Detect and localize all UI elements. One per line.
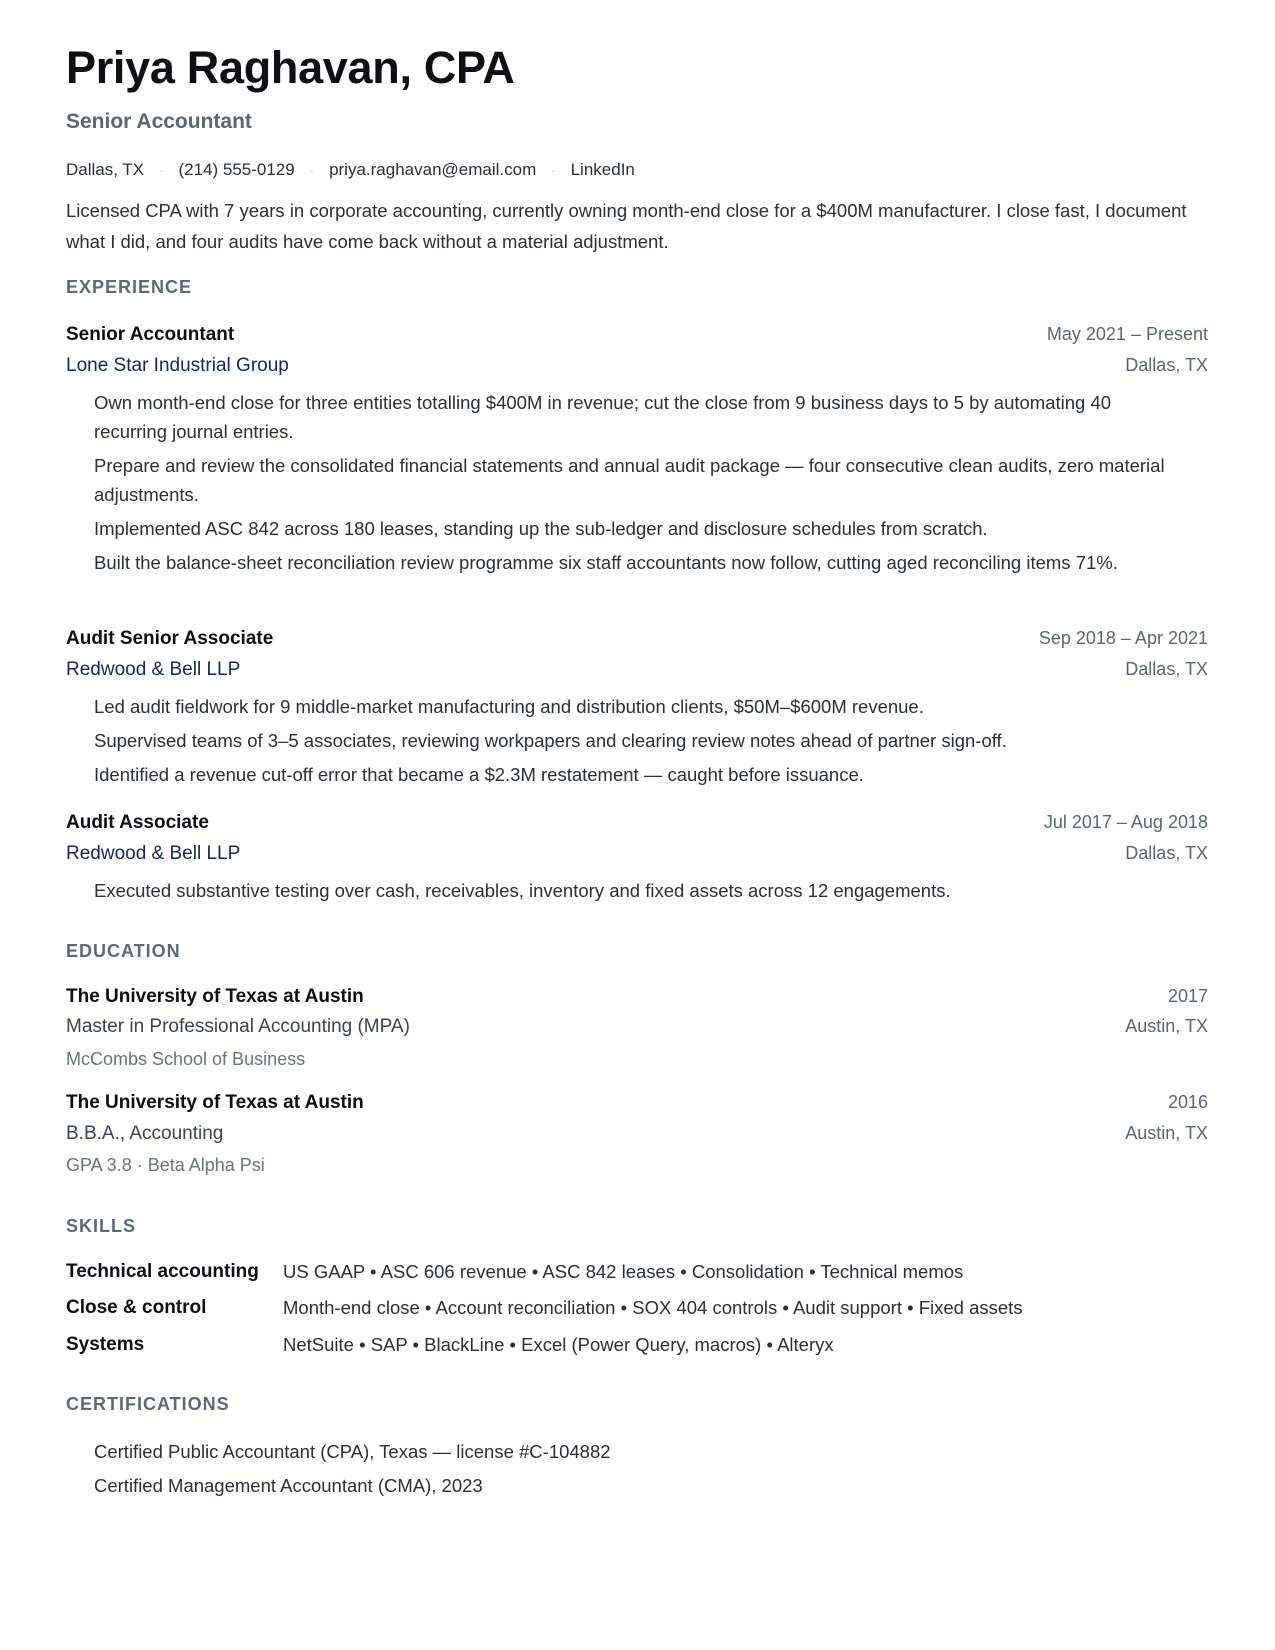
- section-title-certifications: CERTIFICATIONS: [66, 1394, 230, 1414]
- list-item: Certified Public Accountant (CPA), Texas — license #C-104882: [94, 1441, 611, 1462]
- contact-email[interactable]: priya.raghavan@email.com: [329, 160, 537, 179]
- contact-location: Dallas, TX: [66, 160, 145, 179]
- list-item: Identified a revenue cut-off error that became a $2.3M restatement — caught before issuance.: [94, 764, 864, 785]
- candidate-name: Priya Raghavan, CPA: [66, 42, 515, 93]
- job-location: Dallas, TX: [1125, 355, 1208, 375]
- education-note: McCombs School of Business: [66, 1049, 306, 1069]
- job-company: Lone Star Industrial Group: [66, 355, 289, 376]
- job-header: [66, 324, 1208, 352]
- education-school: The University of Texas at Austin: [66, 1092, 364, 1113]
- education-year: 2017: [1167, 986, 1208, 1006]
- education-location: Austin, TX: [1125, 1123, 1208, 1143]
- education-year: 2016: [1167, 1092, 1208, 1112]
- job-dates: May 2021 – Present: [1046, 324, 1208, 344]
- education-degree-row: [66, 1123, 1208, 1151]
- education-degree: Master in Professional Accounting (MPA): [66, 1016, 410, 1037]
- contact-line: [66, 160, 635, 180]
- job-location: Dallas, TX: [1125, 659, 1208, 679]
- section-title-education: EDUCATION: [66, 941, 181, 961]
- skill-value: NetSuite • SAP • BlackLine • Excel (Power Query, macros) • Alteryx: [283, 1334, 834, 1355]
- contact-phone: (214) 555-0129: [178, 160, 295, 179]
- candidate-headline: Senior Accountant: [66, 110, 252, 133]
- education-note: GPA 3.8 · Beta Alpha Psi: [66, 1155, 265, 1175]
- certification-list: [94, 1437, 1254, 1505]
- contact-separator: ·: [551, 163, 556, 178]
- contact-separator: ·: [159, 163, 164, 178]
- list-item: Certified Management Accountant (CMA), 2023: [94, 1475, 483, 1496]
- education-header: [66, 1092, 1208, 1120]
- skill-value: Month-end close • Account reconciliation • SOX 404 controls • Audit support • Fixed assets: [283, 1297, 1023, 1318]
- job-bullets: [94, 692, 1174, 794]
- list-item: Built the balance-sheet reconciliation review programme six staff accountants now follow, cutting aged reconciling items 71%.: [94, 552, 1118, 573]
- job-company-row: [66, 659, 1208, 687]
- job-bullets: [94, 388, 1174, 582]
- skill-row: [66, 1297, 1208, 1325]
- skill-label: Technical accounting: [66, 1261, 259, 1282]
- summary: Licensed CPA with 7 years in corporate accounting, currently owning month-end close for a $400M manufacturer. I close fast, I document what I did, and four audits have come back without a material adjustment.: [66, 200, 1187, 252]
- list-item: Own month-end close for three entities totalling $400M in revenue; cut the close from 9 business days to 5 by automating 40 recurring journal entries.: [94, 392, 1112, 442]
- education-header: [66, 986, 1208, 1014]
- education-degree-row: [66, 1016, 1208, 1044]
- list-item: Prepare and review the consolidated financial statements and annual audit package — four consecutive clean audits, zero material adjustments.: [94, 455, 1165, 505]
- list-item: Supervised teams of 3–5 associates, reviewing workpapers and clearing review notes ahead of partner sign-off.: [94, 730, 1007, 751]
- job-role: Senior Accountant: [66, 324, 235, 345]
- contact-linkedin-link[interactable]: LinkedIn: [570, 160, 635, 179]
- job-role: Audit Associate: [66, 812, 209, 833]
- job-role: Audit Senior Associate: [66, 628, 274, 649]
- job-company: Redwood & Bell LLP: [66, 659, 241, 680]
- job-dates: Jul 2017 – Aug 2018: [1043, 812, 1208, 832]
- list-item: Led audit fieldwork for 9 middle-market manufacturing and distribution clients, $50M–$600M revenue.: [94, 696, 924, 717]
- job-bullets: [94, 876, 1174, 910]
- job-company: Redwood & Bell LLP: [66, 843, 241, 864]
- education-location: Austin, TX: [1125, 1016, 1208, 1036]
- list-item: Implemented ASC 842 across 180 leases, standing up the sub-ledger and disclosure schedules from scratch.: [94, 518, 988, 539]
- skill-label: Close & control: [66, 1297, 207, 1318]
- job-header: [66, 812, 1208, 840]
- job-header: [66, 628, 1208, 656]
- section-title-skills: SKILLS: [66, 1216, 137, 1236]
- job-company-row: [66, 355, 1208, 383]
- skill-value: US GAAP • ASC 606 revenue • ASC 842 leases • Consolidation • Technical memos: [283, 1261, 964, 1282]
- list-item: Executed substantive testing over cash, receivables, inventory and fixed assets across 12 engagements.: [94, 880, 951, 901]
- section-title-experience: EXPERIENCE: [66, 277, 193, 297]
- skill-row: [66, 1334, 1208, 1362]
- education-note-row: [66, 1155, 1208, 1183]
- job-location: Dallas, TX: [1125, 843, 1208, 863]
- skill-row: [66, 1261, 1208, 1289]
- skill-label: Systems: [66, 1334, 145, 1355]
- job-company-row: [66, 843, 1208, 871]
- job-dates: Sep 2018 – Apr 2021: [1038, 628, 1208, 648]
- education-degree: B.B.A., Accounting: [66, 1123, 224, 1144]
- contact-separator: ·: [309, 163, 315, 178]
- education-note-row: [66, 1049, 1208, 1077]
- education-school: The University of Texas at Austin: [66, 986, 364, 1007]
